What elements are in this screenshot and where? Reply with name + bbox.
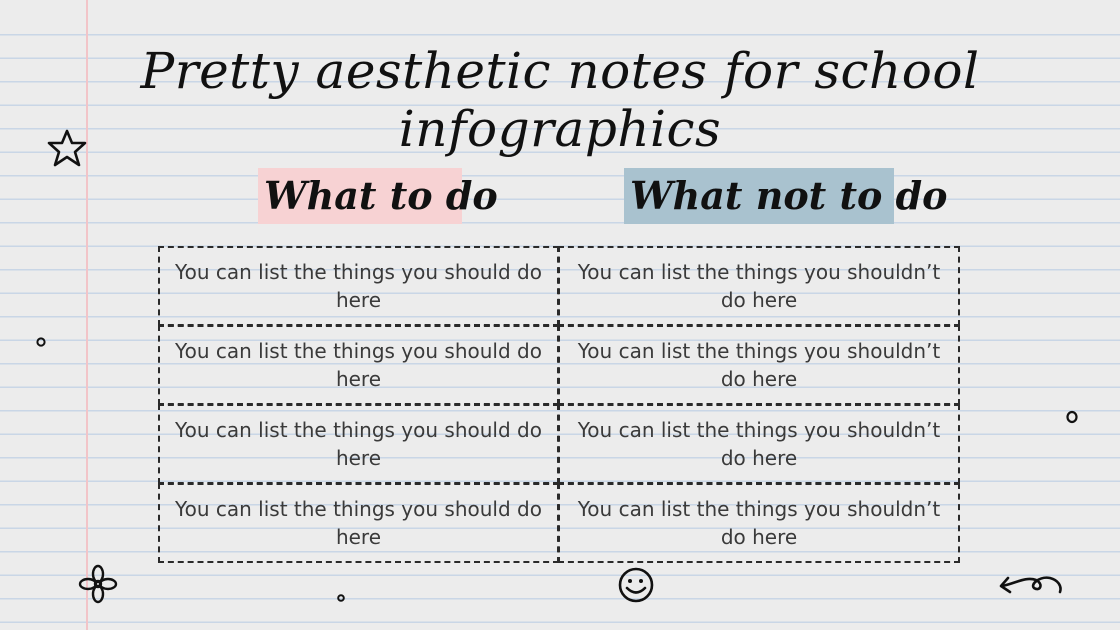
heading-what-to-do: What to do bbox=[258, 168, 462, 224]
arrow-icon bbox=[996, 566, 1068, 602]
table-cell-do: You can list the things you should do here bbox=[158, 325, 559, 405]
circle-icon bbox=[335, 592, 347, 604]
table-cell-do: You can list the things you should do here bbox=[158, 404, 559, 484]
table-cell-dont: You can list the things you shouldn’t do here bbox=[558, 246, 960, 326]
flower-icon bbox=[78, 564, 118, 604]
do-dont-table bbox=[159, 247, 960, 563]
circle-icon bbox=[1065, 409, 1079, 425]
smiley-icon bbox=[615, 564, 657, 606]
table-cell-dont: You can list the things you shouldn’t do here bbox=[558, 404, 960, 484]
star-icon bbox=[44, 128, 90, 168]
heading-what-not-to-do: What not to do bbox=[624, 168, 894, 224]
table-cell-dont: You can list the things you shouldn’t do here bbox=[558, 483, 960, 563]
slide-title: Pretty aesthetic notes for school infographics bbox=[140, 42, 980, 158]
table-cell-do: You can list the things you should do here bbox=[158, 246, 559, 326]
circle-icon bbox=[35, 336, 47, 348]
table-cell-dont: You can list the things you shouldn’t do here bbox=[558, 325, 960, 405]
table-cell-do: You can list the things you should do here bbox=[158, 483, 559, 563]
